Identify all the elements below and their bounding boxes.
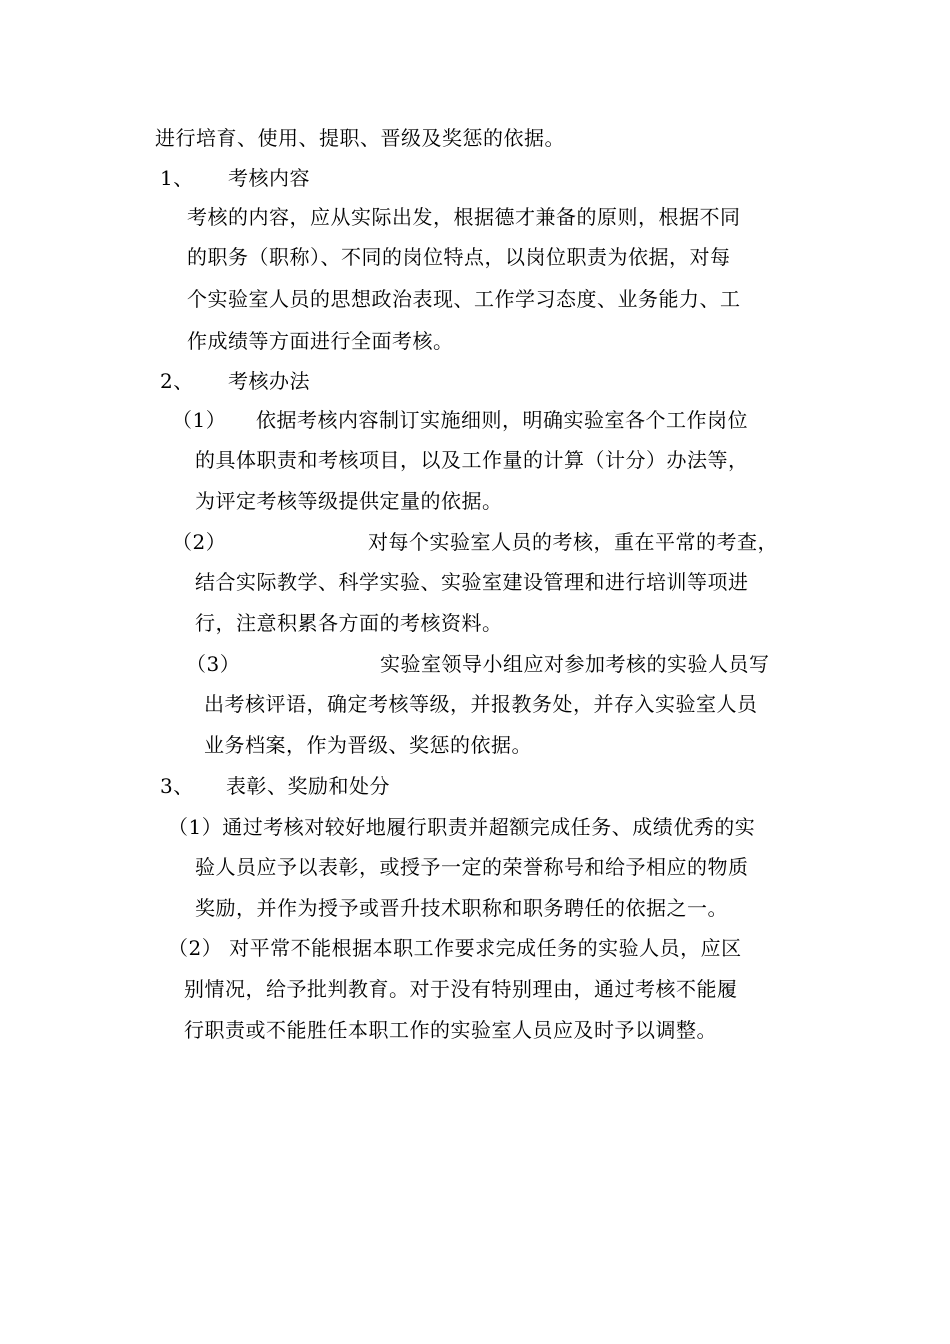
paragraph-line: 的职务（职称）、不同的岗位特点，以岗位职责为依据，对每: [187, 245, 731, 269]
paragraph-line: （1）通过考核对较好地履行职责并超额完成任务、成绩优秀的实: [168, 815, 756, 839]
section-heading-3: [160, 774, 390, 798]
item-text: 实验室领导小组应对参加考核的实验人员写: [380, 652, 770, 676]
paragraph-line: 作成绩等方面进行全面考核。: [187, 329, 454, 353]
paragraph-line: 为评定考核等级提供定量的依据。: [195, 489, 503, 513]
section-number: 1、: [160, 166, 194, 190]
section-number: 2、: [160, 369, 194, 393]
section-title: 表彰、奖励和处分: [226, 774, 390, 798]
item-text: 依据考核内容制订实施细则，明确实验室各个工作岗位: [256, 408, 748, 432]
paragraph-line: 进行培育、使用、提职、晋级及奖惩的依据。: [155, 126, 565, 150]
item-text: 对每个实验室人员的考核，重在平常的考查，: [368, 530, 778, 554]
paragraph-line: 别情况，给予批判教育。对于没有特别理由，通过考核不能履: [184, 977, 738, 1001]
paragraph-line: 业务档案，作为晋级、奖惩的依据。: [204, 733, 532, 757]
section-heading-1: [160, 166, 310, 190]
item-number: （1）: [172, 408, 227, 432]
list-item-2: [172, 530, 778, 554]
list-item-3: [186, 652, 770, 676]
item-number: （2）: [172, 530, 227, 554]
paragraph-line: 行职责或不能胜任本职工作的实验室人员应及时予以调整。: [184, 1018, 717, 1042]
paragraph-line: 验人员应予以表彰，或授予一定的荣誉称号和给予相应的物质: [195, 855, 749, 879]
item-number: （3）: [186, 652, 241, 676]
paragraph-line: 个实验室人员的思想政治表现、工作学习态度、业务能力、工: [187, 287, 741, 311]
paragraph-line: 考核的内容，应从实际出发，根据德才兼备的原则，根据不同: [187, 205, 741, 229]
paragraph-line: 的具体职责和考核项目，以及工作量的计算（计分）办法等，: [195, 448, 749, 472]
section-title: 考核办法: [228, 369, 310, 393]
list-item-1: [172, 408, 748, 432]
section-number: 3、: [160, 774, 194, 798]
paragraph-line: （2） 对平常不能根据本职工作要求完成任务的实验人员，应区: [168, 936, 742, 960]
paragraph-line: 行，注意积累各方面的考核资料。: [195, 611, 503, 635]
section-heading-2: [160, 369, 310, 393]
section-title: 考核内容: [228, 166, 310, 190]
paragraph-line: 奖励，并作为授予或晋升技术职称和职务聘任的依据之一。: [195, 896, 728, 920]
paragraph-line: 出考核评语，确定考核等级，并报教务处，并存入实验室人员: [204, 692, 758, 716]
paragraph-line: 结合实际教学、科学实验、实验室建设管理和进行培训等项进: [195, 570, 749, 594]
